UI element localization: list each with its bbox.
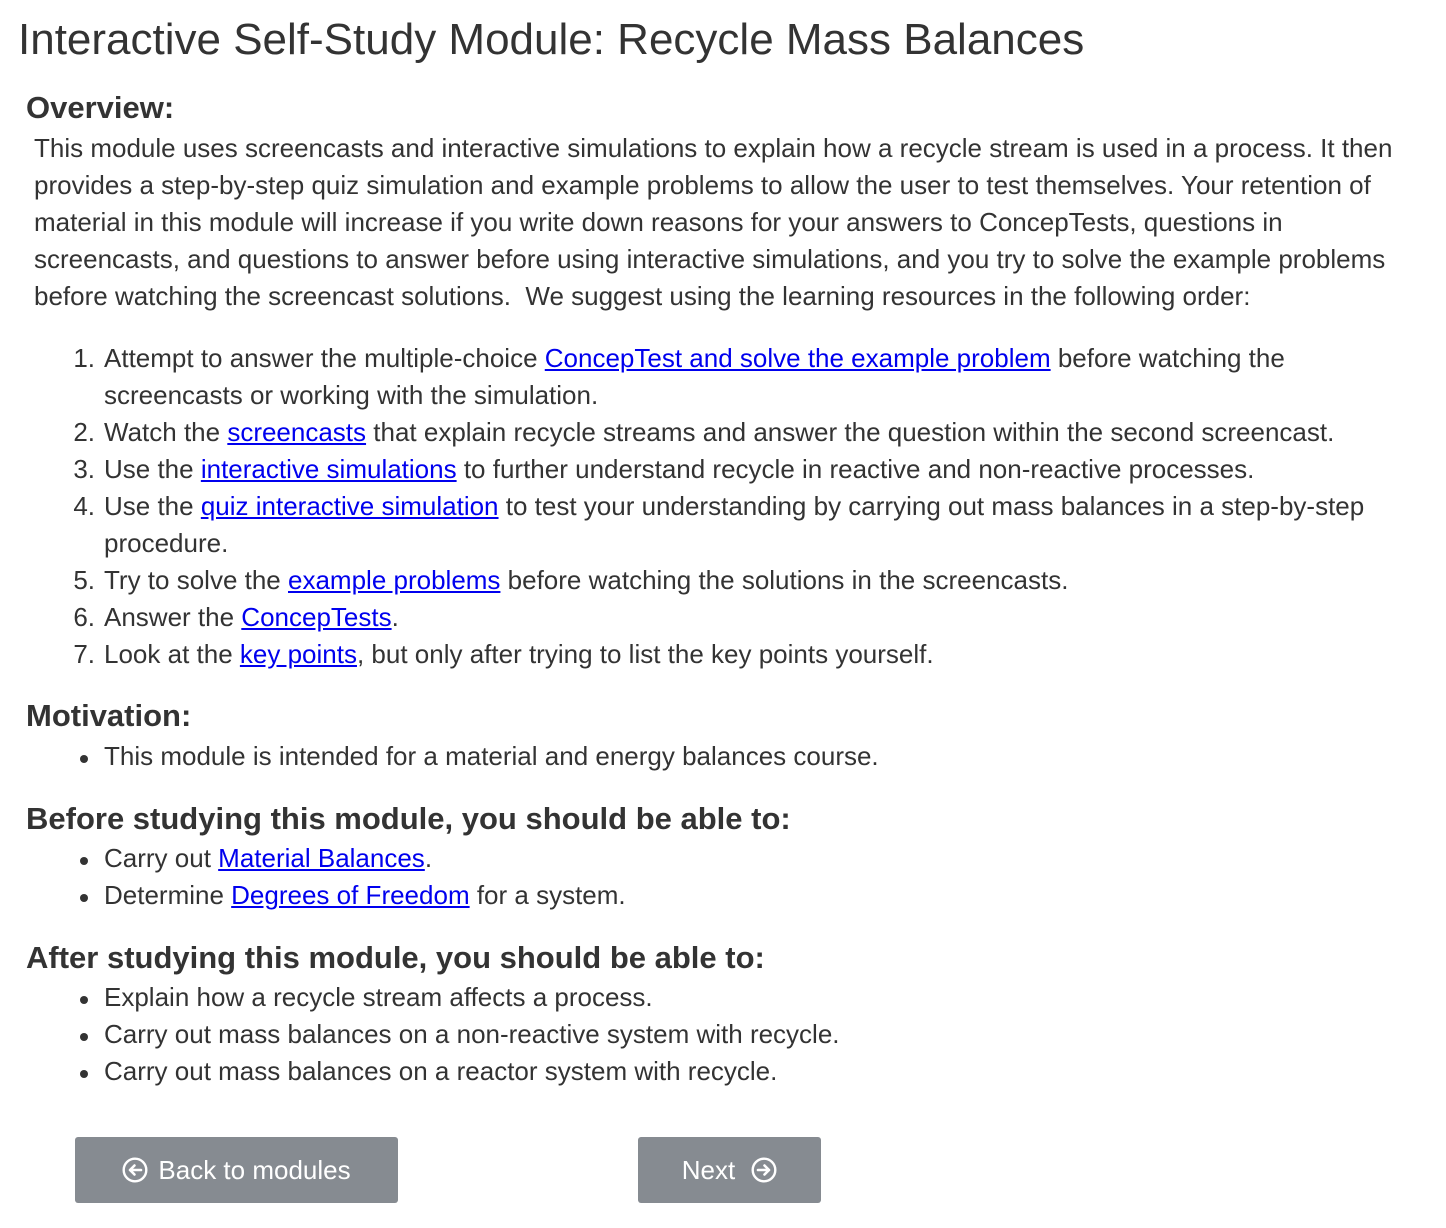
outcomes-section <box>0 940 1418 1090</box>
step-number: 4. <box>73 491 95 521</box>
screencasts-link[interactable]: screencasts <box>227 417 367 447</box>
step-item-2 <box>0 414 1418 451</box>
quiz-interactive-simulation-link[interactable]: quiz interactive simulation <box>200 491 499 521</box>
next-button[interactable] <box>638 1137 821 1203</box>
motivation-list <box>0 738 1418 775</box>
prerequisites-heading: Before studying this module, you should be able to: <box>26 801 791 836</box>
next-label: Next <box>681 1155 736 1185</box>
step-number: 3. <box>73 454 95 484</box>
step-text: , but only after trying to list the key points yourself. <box>356 639 934 669</box>
step-item-6 <box>0 599 1418 636</box>
outcomes-heading: After studying this module, you should be able to: <box>26 940 765 975</box>
interactive-simulations-link[interactable]: interactive simulations <box>200 454 457 484</box>
step-item-7 <box>0 636 1418 673</box>
step-text: Use the <box>104 491 201 521</box>
arrow-circle-right-icon <box>751 1157 777 1183</box>
outcome-item-2: Carry out mass balances on a non-reactive system with recycle. <box>0 1016 1418 1053</box>
prerequisites-section <box>0 801 1418 914</box>
step-number: 2. <box>73 417 95 447</box>
step-number: 5. <box>73 565 95 595</box>
conceptests-link[interactable]: ConcepTests <box>241 602 392 632</box>
prerequisite-text: Carry out <box>104 843 219 873</box>
step-text: to further understand recycle in reactive and non-reactive processes. <box>456 454 1255 484</box>
degrees-of-freedom-link[interactable]: Degrees of Freedom <box>231 880 470 910</box>
conceptest-example-link[interactable]: ConcepTest and solve the example problem <box>544 343 1051 373</box>
back-to-modules-label: Back to modules <box>158 1155 351 1185</box>
step-number: 7. <box>73 639 95 669</box>
page-title: Interactive Self-Study Module: Recycle Mass Balances <box>18 15 1085 64</box>
motivation-section <box>0 698 1418 775</box>
key-points-link[interactable]: key points <box>239 639 357 669</box>
outcomes-list <box>0 979 1418 1090</box>
overview-heading: Overview: <box>26 90 175 125</box>
example-problems-link[interactable]: example problems <box>288 565 501 595</box>
step-text: before watching the screencasts or working with the simulation. <box>104 343 1285 410</box>
step-item-1 <box>0 340 1418 414</box>
step-text: Attempt to answer the multiple-choice <box>104 343 545 373</box>
step-text: Try to solve the <box>104 565 288 595</box>
arrow-circle-left-icon <box>122 1157 148 1183</box>
motivation-heading: Motivation: <box>26 698 192 733</box>
step-number: 6. <box>73 602 95 632</box>
step-item-4 <box>0 488 1418 562</box>
learning-order-list <box>0 340 1418 673</box>
overview-paragraph: This module uses screencasts and interactive simulations to explain how a recycle stream is used in a process. It then provides a step-by-step quiz simulation and example problems to allow the user to test themselves. Your retention of material in this module will increase if you write down reasons for your answers to ConcepTests, questions in screencasts, and questions to answer before using interactive simulations, and you try to solve the example problems before watching the screencast solutions. We suggest using the learning resources in the following order: <box>34 133 1400 311</box>
outcome-item-3: Carry out mass balances on a reactor system with recycle. <box>0 1053 1418 1090</box>
step-text: . <box>391 602 399 632</box>
step-text: before watching the solutions in the screencasts. <box>500 565 1069 595</box>
prerequisite-item-2 <box>0 877 1418 914</box>
prerequisites-list <box>0 840 1418 914</box>
step-text: Answer the <box>104 602 242 632</box>
step-item-3 <box>0 451 1418 488</box>
step-text: Use the <box>104 454 201 484</box>
prerequisite-text: Determine <box>104 880 232 910</box>
step-text: to test your understanding by carrying out mass balances in a step-by-step procedure. <box>104 491 1365 558</box>
step-text: Look at the <box>104 639 240 669</box>
back-to-modules-button[interactable] <box>75 1137 398 1203</box>
motivation-item: This module is intended for a material and energy balances course. <box>0 738 1418 775</box>
prerequisite-text: . <box>424 843 433 873</box>
prerequisite-item-1 <box>0 840 1418 877</box>
step-number: 1. <box>73 343 95 373</box>
step-text: that explain recycle streams and answer the question within the second screencast. <box>366 417 1335 447</box>
step-text: Watch the <box>104 417 228 447</box>
prerequisite-text: for a system. <box>469 880 626 910</box>
outcome-item-1: Explain how a recycle stream affects a process. <box>0 979 1418 1016</box>
step-item-5 <box>0 562 1418 599</box>
overview-section <box>0 90 1418 673</box>
module-navigation <box>0 1137 1418 1203</box>
material-balances-link[interactable]: Material Balances <box>218 843 425 873</box>
